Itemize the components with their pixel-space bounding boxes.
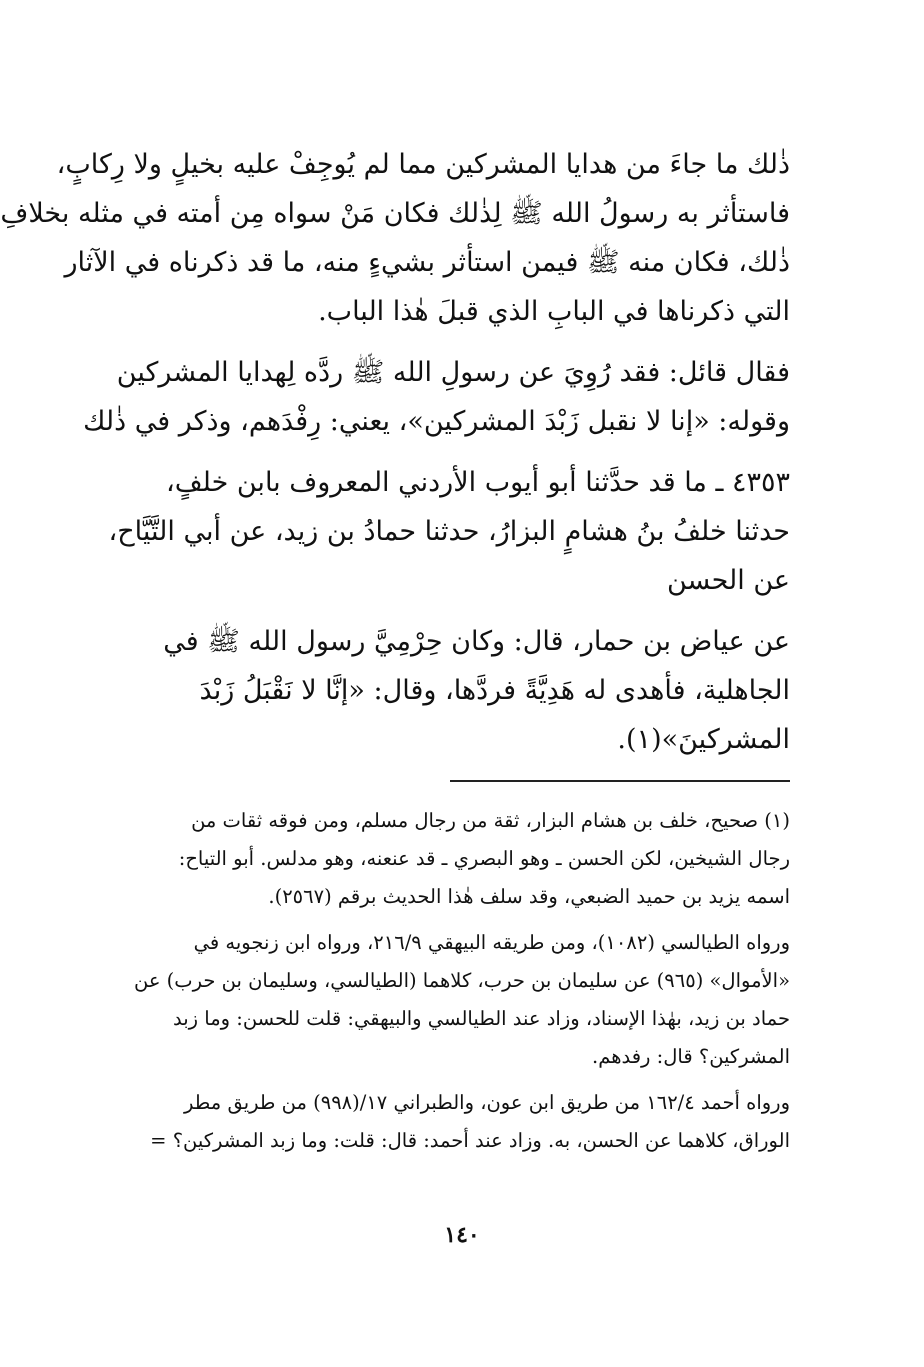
text-line: حدثنا خلفُ بنُ هشامٍ البزارُ، حدثنا حمادُ بن زيد، عن أبي التَّيَّاح، <box>108 516 790 547</box>
footnote-line: رجال الشيخين، لكن الحسن ـ وهو البصري ـ قد عنعنه، وهو مدلس. أبو التياح: <box>178 847 790 870</box>
footnote-line: «الأموال» (٩٦٥) عن سليمان بن حرب، كلاهما (الطيالسي، وسليمان بن حرب) عن <box>133 969 790 992</box>
footnote-line: الوراق، كلاهما عن الحسن، به. وزاد عند أحمد: قال: قلت: وما زبد المشركين؟ = <box>150 1129 790 1152</box>
text-line: الجاهلية، فأهدى له هَدِيَّةً فردَّها، وقال: «إنَّا لا نَقْبَلُ زَبْدَ <box>199 675 790 706</box>
main-paragraph-2 <box>70 348 790 446</box>
footnote-2 <box>70 924 790 1076</box>
footnote-line: (١) صحيح، خلف بن هشام البزار، ثقة من رجال مسلم، ومن فوقه ثقات من <box>191 809 790 832</box>
footnote-line: حماد بن زيد، بهٰذا الإسناد، وزاد عند الطيالسي والبيهقي: قلت للحسن: وما زبد <box>172 1007 790 1030</box>
footnote-line: ورواه الطيالسي (١٠٨٢)، ومن طريقه البيهقي ٢١٦/٩، ورواه ابن زنجويه في <box>193 931 790 954</box>
text-line: ٤٣٥٣ ـ ما قد حدَّثنا أبو أيوب الأردني المعروف بابن خلفٍ، <box>166 467 790 498</box>
footnote-3 <box>70 1084 790 1160</box>
footnote-1 <box>70 802 790 916</box>
text-line: فاستأثر به رسولُ الله ﷺ لِذٰلك فكان مَنْ سواه مِن أمته في مثله بخلافِ <box>0 198 790 229</box>
page-body <box>0 140 790 1168</box>
text-line: ذٰلك ما جاءَ من هدايا المشركين مما لم يُوجِفْ عليه بخيلٍ ولا رِكابٍ، <box>56 149 790 180</box>
text-line: ذٰلك، فكان منه ﷺ فيمن استأثر بشيءٍ منه، ما قد ذكرناه في الآثار <box>64 247 790 278</box>
text-line: المشركينَ»(١). <box>617 724 790 755</box>
hadith-isnad-paragraph <box>70 458 790 605</box>
footnote-line: اسمه يزيد بن حميد الضبعي، وقد سلف هٰذا الحديث برقم (٢٥٦٧). <box>268 885 790 908</box>
text-line: فقال قائل: فقد رُوِيَ عن رسولِ الله ﷺ ردَّه لِهدايا المشركين <box>116 357 790 388</box>
text-line: عن عياض بن حمار، قال: وكان حِرْمِيَّ رسول الله ﷺ في <box>163 626 790 657</box>
text-line: التي ذكرناها في البابِ الذي قبلَ هٰذا الباب. <box>318 296 790 327</box>
text-line: عن الحسن <box>666 565 790 596</box>
footnote-divider <box>450 780 790 782</box>
page-number: ١٤٠ <box>444 1222 480 1248</box>
text-line: وقوله: «إنا لا نقبل زَبْدَ المشركين»، يعني: رِفْدَهم، وذكر في ذٰلك <box>83 406 790 437</box>
footnote-line: المشركين؟ قال: رفدهم. <box>592 1045 790 1068</box>
footnote-line: ورواه أحمد ١٦٢/٤ من طريق ابن عون، والطبراني ١٧/(٩٩٨) من طريق مطر <box>184 1091 790 1114</box>
main-paragraph-1 <box>0 140 790 336</box>
hadith-matn-paragraph <box>70 617 790 764</box>
